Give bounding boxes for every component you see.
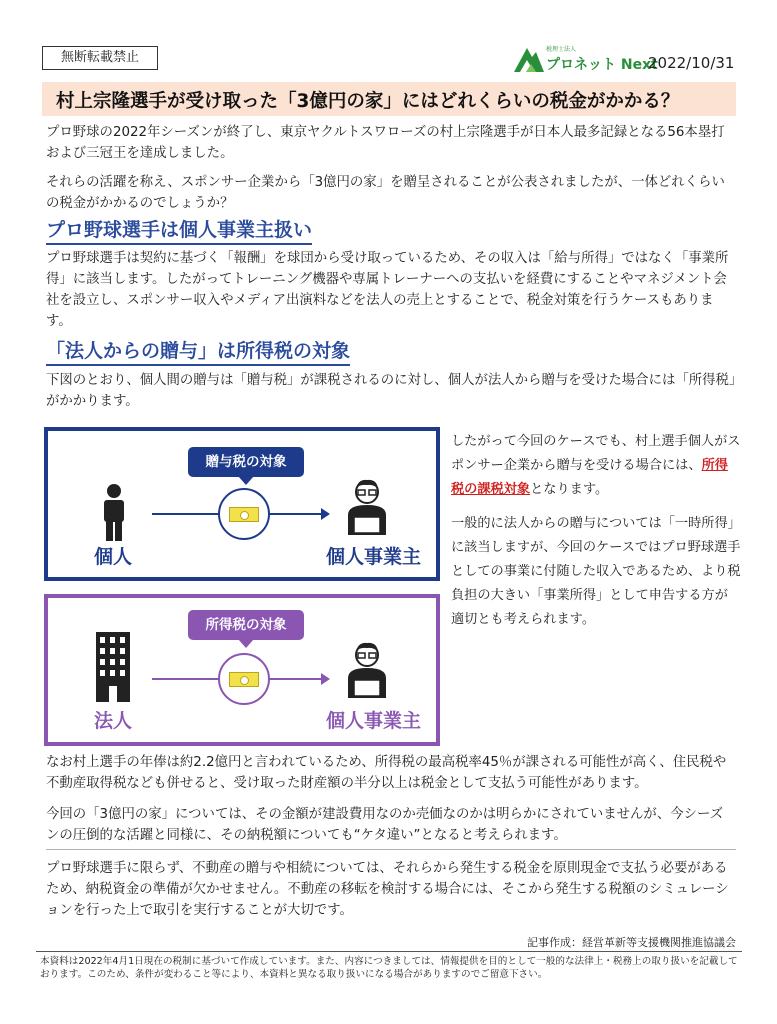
businessman-icon [344,642,390,698]
side-paragraph-2: 一般的に法人からの贈与については「一時所得」に該当しますが、今回のケースではプロ野球選手としての事業に付随した収入であるため、より税負担の大きい「事業所得」として申告する方が適切とも考えられます。 [451,516,741,627]
gift-tax-diagram [44,427,440,581]
building-icon [96,632,130,702]
from-corporation: 法人 [94,710,133,732]
intro-paragraph-1: プロ野球の2022年シーズンが終了し、東京ヤクルトスワローズの村上宗隆選手が日本人最多記録となる56本塁打および三冠王を達成しました。 [46,125,725,161]
section-heading-1: プロ野球選手は個人事業主扱い [46,215,312,245]
logo-name: プロネット Next [546,57,658,73]
income-tax-label: 所得税の対象 [188,610,304,640]
lower-paragraph-2: 今回の「3億円の家」については、その金額が建設費用なのか売価なのかは明らかにされていませんが、今シーズンの圧倒的な活躍と同様に、その納税額についても“ケタ違い”となると考えられます。 [46,807,724,843]
divider [46,849,736,850]
section-1-body: プロ野球選手は契約に基づく「報酬」を球団から受け取っているため、その収入は「給与所得」ではなく「事業所得」に該当します。したがってトレーニング機器や専属トレーナーへの支払いを経費にすることやマネジメント会社を設立し、スポンサー収入やメディア出演料などを法人の売上とすることで、税金対策を行うケースもあります。 [46,251,729,329]
no-reprint-badge: 無断転載禁止 [42,46,158,70]
logo-subtitle: 税理士法人 [546,46,577,53]
company-logo [514,40,658,76]
income-tax-diagram [44,594,440,746]
money-icon [218,653,270,705]
to-sole-proprietor-2: 個人事業主 [326,710,422,732]
side-p1-after: となります。 [530,482,609,497]
person-icon [96,483,132,541]
businessman-icon [344,479,390,535]
logo-mountain-icon [514,44,544,72]
lower-paragraph-3: プロ野球選手に限らず、不動産の贈与や相続については、それらから発生する税金を原則現金で支払う必要があるため、納税資金の準備が欠かせません。不動産の移転を検討する場合には、そこから発生する税額のシミュレーションを行った上で取引を実行することが大切です。 [46,861,729,918]
section-heading-2: 「法人からの贈与」は所得税の対象 [46,336,350,366]
side-paragraph-1 [451,430,741,502]
from-individual: 個人 [94,546,133,568]
side-p1-before: したがって今回のケースでも、村上選手個人がスポンサー企業から贈与を受ける場合には、 [451,434,741,473]
issue-date: 2022/10/31 [648,54,735,72]
footer-disclaimer: 本資料は2022年4月1日現在の税制に基づいて作成しています。また、内容につきましては、情報提供を目的として一般的な法律上・税務上の取り扱いを記載しております。このため、条件が変わること等により、本資料と異なる取り扱いになる場合がありますのでご留意下さい。 [40,956,738,980]
intro-paragraph-2: それらの活躍を称え、スポンサー企業から「3億円の家」を贈呈されることが公表されましたが、一体どれくらいの税金がかかるのでしょうか？ [46,175,725,211]
to-sole-proprietor: 個人事業主 [326,546,422,568]
income-tax-highlight: 所得税の課税対象 [451,458,728,497]
article-author: 記事作成：経営革新等支援機関推進協議会 [527,936,736,949]
section-2-body: 下図のとおり、個人間の贈与は「贈与税」が課税されるのに対し、個人が法人から贈与を受けた場合には「所得税」がかかります。 [46,373,736,409]
title-bar [42,82,736,116]
gift-tax-label: 贈与税の対象 [188,447,304,477]
lower-paragraph-1: なお村上選手の年俸は約2.2億円と言われているため、所得税の最高税率45％が課される可能性が高く、住民税や不動産取得税なども併せると、受け取った財産額の半分以上は税金として支払う可能性があります。 [46,755,727,791]
page-title: 村上宗隆選手が受け取った「3億円の家」にはどれくらいの税金がかかる？ [56,91,680,112]
money-icon [218,488,270,540]
footer-divider [36,951,742,952]
